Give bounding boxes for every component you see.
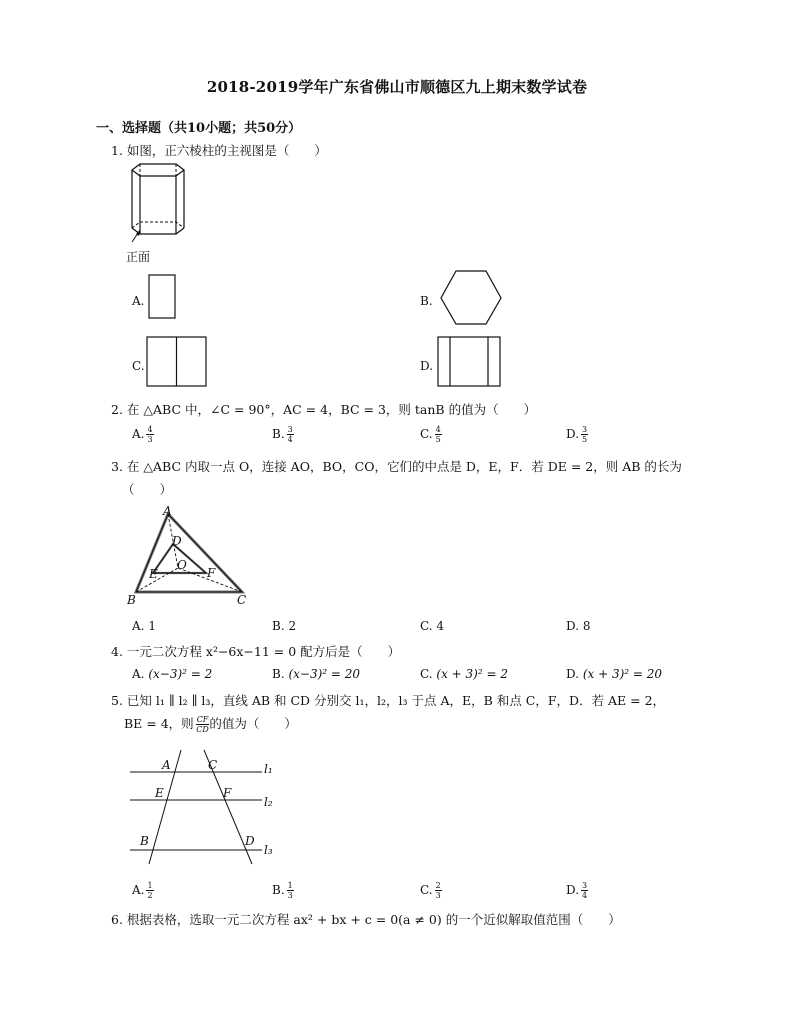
- point-label-a: A: [163, 504, 172, 518]
- fraction-numerator: CF: [196, 715, 209, 724]
- section-heading: 一、选择题（共10小题；共50分）: [96, 121, 302, 136]
- point-label-d: D: [172, 534, 182, 548]
- point-label-e: E: [155, 786, 164, 800]
- q1-option-b-figure[interactable]: [440, 270, 504, 326]
- question-5-text-pre: BE = 4，则: [124, 716, 194, 731]
- question-1-number: 1.: [111, 143, 123, 158]
- option-value: (x + 3)² = 2: [436, 667, 508, 681]
- q1-option-a-label[interactable]: A.: [132, 294, 145, 308]
- question-6-number: 6.: [111, 912, 123, 927]
- fraction: [146, 425, 153, 444]
- fraction: [581, 425, 588, 444]
- fraction-denominator: 2: [147, 891, 153, 900]
- point-label-c: C: [208, 758, 218, 772]
- q5-option-a[interactable]: [132, 881, 154, 900]
- point-label-b: B: [140, 834, 149, 848]
- option-letter: D.: [566, 883, 580, 897]
- q1-option-d-figure[interactable]: [437, 336, 503, 388]
- q5-option-c[interactable]: [420, 881, 442, 900]
- q1-option-a-figure[interactable]: [148, 274, 178, 320]
- fraction-numerator: 1: [147, 881, 153, 890]
- fraction-denominator: 5: [582, 435, 588, 444]
- question-5-text-post: 的值为（ ）: [209, 716, 297, 731]
- point-label-o: O: [177, 558, 187, 572]
- line-label-l1: l₁: [264, 762, 273, 776]
- point-label-e: E: [149, 567, 158, 581]
- q5-option-b[interactable]: [272, 881, 294, 900]
- question-3: [111, 458, 682, 476]
- page-title: 2018-2019学年广东省佛山市顺德区九上期末数学试卷: [206, 78, 588, 96]
- q1-option-d-label[interactable]: D.: [420, 359, 434, 373]
- point-label-f: F: [207, 566, 216, 580]
- option-value: 1: [148, 619, 156, 633]
- question-3-text: 在 △ABC 内取一点 O，连接 AO，BO，CO，它们的中点是 D，E，F．若 DE = 2，则 AB 的长为: [126, 459, 682, 474]
- fraction-denominator: 3: [147, 435, 153, 444]
- parallel-lines-figure: [128, 748, 288, 864]
- question-2: [111, 401, 536, 419]
- fraction-denominator: 3: [435, 891, 441, 900]
- fraction: [581, 881, 588, 900]
- option-value: 8: [582, 619, 591, 633]
- q1-option-c-label[interactable]: C.: [132, 359, 145, 373]
- q2-option-a[interactable]: [132, 425, 154, 444]
- q3-option-d[interactable]: [566, 619, 590, 633]
- triangle-midpoint-figure: [126, 506, 256, 610]
- q3-option-c[interactable]: [420, 619, 444, 633]
- question-3-blank: （ ）: [122, 482, 173, 497]
- question-1-text: 如图，正六棱柱的主视图是（ ）: [126, 143, 327, 158]
- option-value: 4: [436, 619, 445, 633]
- line-label-l2: l₂: [264, 795, 273, 809]
- option-letter: D.: [566, 427, 580, 441]
- q4-option-c[interactable]: [420, 667, 508, 681]
- hex-prism-figure: [118, 160, 198, 260]
- q3-option-a[interactable]: [132, 619, 156, 633]
- q2-option-b[interactable]: [272, 425, 294, 444]
- question-4-text: 一元二次方程 x²−6x−11 = 0 配方后是（ ）: [126, 644, 401, 659]
- question-5-number: 5.: [111, 693, 123, 708]
- question-5-text: 已知 l₁ ∥ l₂ ∥ l₃，直线 AB 和 CD 分别交 l₁，l₂，l₃ 于点 A，E，B 和点 C，F，D．若 AE = 2，: [126, 693, 666, 708]
- point-label-c: C: [237, 593, 247, 607]
- option-value: 2: [288, 619, 297, 633]
- question-4-number: 4.: [111, 644, 123, 659]
- fraction-numerator: 3: [287, 425, 293, 434]
- option-letter: B.: [272, 427, 285, 441]
- q3-option-b[interactable]: [272, 619, 296, 633]
- q4-option-b[interactable]: [272, 667, 360, 681]
- point-label-a: A: [162, 758, 171, 772]
- question-1: [111, 142, 327, 160]
- option-letter: B.: [272, 883, 285, 897]
- fraction-denominator: CD: [196, 725, 209, 734]
- question-2-number: 2.: [111, 402, 123, 417]
- q1-option-b-label[interactable]: B.: [420, 294, 433, 308]
- option-letter: C.: [420, 667, 433, 681]
- fraction-numerator: 4: [147, 425, 153, 434]
- option-letter: A.: [132, 883, 145, 897]
- point-label-f: F: [223, 786, 232, 800]
- q5-option-d[interactable]: [566, 881, 588, 900]
- fraction: [435, 881, 442, 900]
- question-5-line2: [124, 715, 297, 734]
- option-letter: A.: [132, 667, 145, 681]
- option-letter: D.: [566, 667, 580, 681]
- front-view-label: 正面: [126, 250, 151, 264]
- option-value: (x−3)² = 20: [288, 667, 361, 681]
- fraction: [287, 425, 294, 444]
- fraction-numerator: 3: [582, 881, 588, 890]
- question-4: [111, 643, 400, 661]
- question-2-text: 在 △ABC 中，∠C = 90°，AC = 4，BC = 3，则 tanB 的值为（ ）: [126, 402, 537, 417]
- option-letter: B.: [272, 619, 285, 633]
- q2-option-c[interactable]: [420, 425, 442, 444]
- option-letter: C.: [420, 427, 433, 441]
- option-letter: C.: [420, 883, 433, 897]
- fraction: [435, 425, 442, 444]
- option-value: (x−3)² = 2: [148, 667, 213, 681]
- fraction-denominator: 4: [287, 435, 293, 444]
- option-letter: A.: [132, 619, 145, 633]
- point-label-b: B: [127, 593, 136, 607]
- question-6-text: 根据表格，选取一元二次方程 ax² + bx + c = 0(a ≠ 0) 的一个近似解取值范围（ ）: [126, 912, 621, 927]
- q4-option-a[interactable]: [132, 667, 212, 681]
- question-5: [111, 692, 665, 710]
- fraction: [146, 881, 153, 900]
- fraction-denominator: 5: [435, 435, 441, 444]
- question-6: [111, 911, 621, 929]
- option-letter: B.: [272, 667, 285, 681]
- fraction-denominator: 4: [582, 891, 588, 900]
- line-label-l3: l₃: [264, 843, 273, 857]
- fraction-numerator: 1: [287, 881, 293, 890]
- fraction-numerator: 2: [435, 881, 441, 890]
- question-3-number: 3.: [111, 459, 123, 474]
- option-letter: A.: [132, 427, 145, 441]
- fraction-numerator: 3: [582, 425, 588, 434]
- point-label-d: D: [245, 834, 255, 848]
- fraction: [287, 881, 294, 900]
- fraction-denominator: 3: [287, 891, 293, 900]
- option-letter: C.: [420, 619, 433, 633]
- option-value: (x + 3)² = 20: [582, 667, 663, 681]
- fraction-numerator: 4: [435, 425, 441, 434]
- option-letter: D.: [566, 619, 580, 633]
- fraction: [196, 715, 210, 734]
- q4-option-d[interactable]: [566, 667, 662, 681]
- q2-option-d[interactable]: [566, 425, 588, 444]
- q1-option-c-figure[interactable]: [146, 336, 208, 388]
